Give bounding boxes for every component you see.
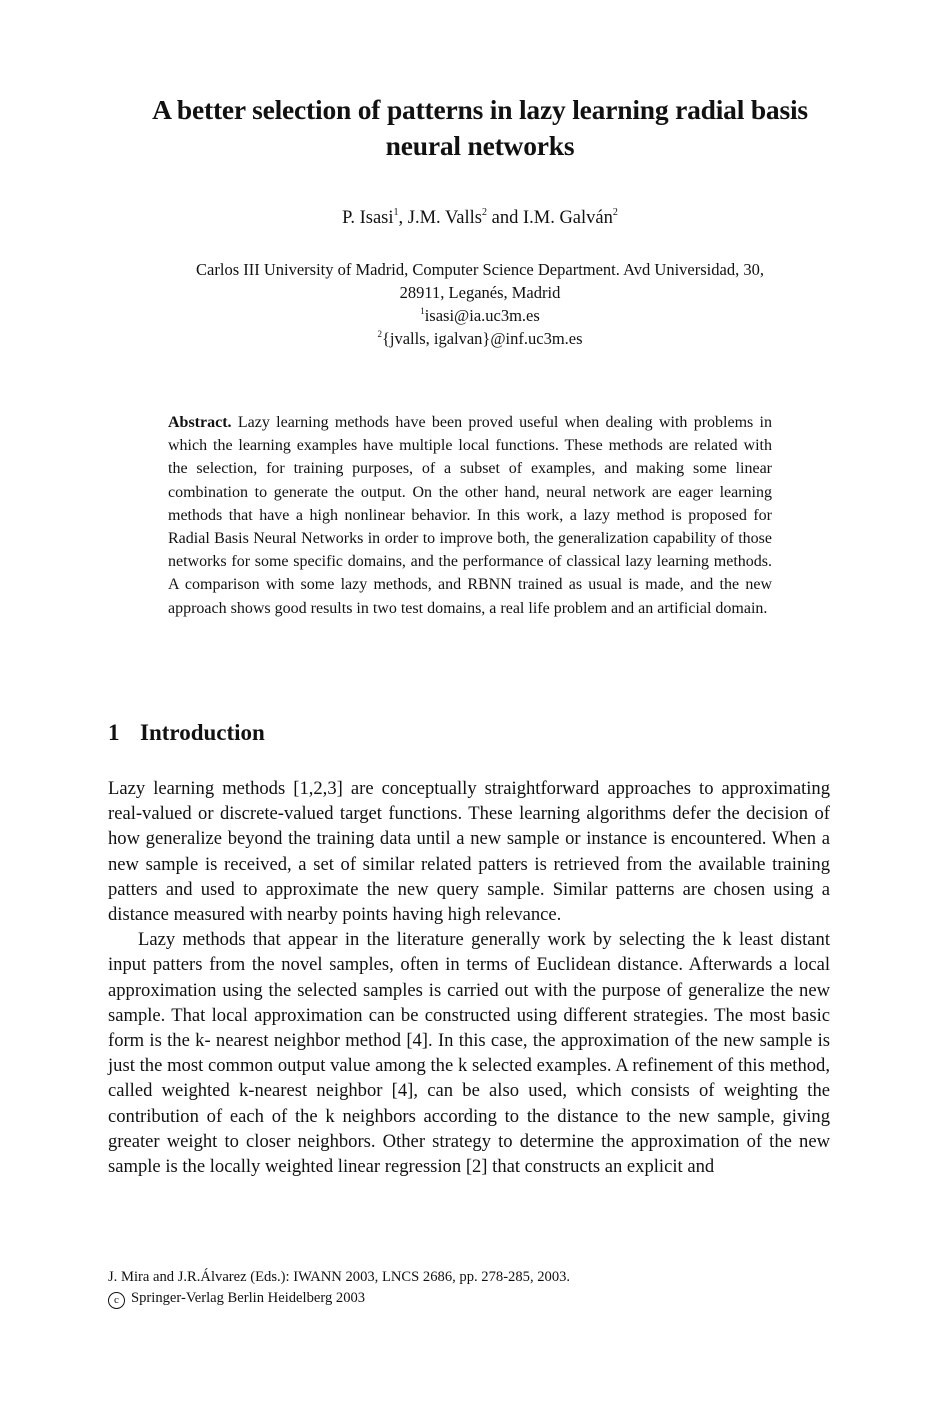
email-mark: 2 xyxy=(377,329,382,339)
author-affiliation-mark: 2 xyxy=(481,207,487,218)
author-affiliation-mark: 2 xyxy=(612,207,618,218)
affiliation-line: Carlos III University of Madrid, Computer Science Department. Avd Universidad, 30, xyxy=(196,260,764,279)
section-heading xyxy=(108,718,265,748)
author-affiliation-mark: 1 xyxy=(393,207,399,218)
author-name: I.M. Galván xyxy=(522,208,613,228)
abstract-label: Abstract. xyxy=(168,414,232,431)
email-address: {jvalls, igalvan}@inf.uc3m.es xyxy=(381,329,583,348)
affiliation-line: 28911, Leganés, Madrid xyxy=(399,283,561,302)
citation-line: J. Mira and J.R.Álvarez (Eds.): IWANN 2003, LNCS 2686, pp. 278-285, 2003. xyxy=(108,1269,571,1285)
body-text xyxy=(108,776,830,1179)
paper-title: A better selection of patterns in lazy learning radial basis neural networks xyxy=(152,94,808,161)
affiliation-block xyxy=(120,258,840,350)
author-name: P. Isasi xyxy=(342,208,394,228)
author-name: J.M. Valls xyxy=(407,208,482,228)
email-mark: 1 xyxy=(420,306,425,316)
author-separator: , xyxy=(398,208,408,228)
email-address: isasi@ia.uc3m.es xyxy=(424,306,540,325)
email-line xyxy=(120,327,840,350)
copyright-icon: c xyxy=(108,1292,125,1309)
paragraph: Lazy methods that appear in the literature generally work by selecting the k least distant input patters from the novel samples, often in terms of Euclidean distance. Afterwards a local approximation using the selected samples is carried out with the purpose of generalize the new sample. That local approximation can be constructed using different strategies. The most basic form is the k- nearest neighbor method [4]. In this case, the approximation of the new sample is just the most common output value among the k selected examples. A refinement of this method, called weighted k-nearest neighbor [4], can be also used, which consists of weighting the contribution of each of the k neighbors according to the distance to the new sample, giving greater weight to closer neighbors. Other strategy to determine the approximation of the new sample is the locally weighted linear regression [2] that constructs an explicit and xyxy=(108,929,830,1178)
copyright-line xyxy=(108,1288,830,1309)
section-title: Introduction xyxy=(140,720,265,745)
author-separator: and xyxy=(486,208,523,228)
abstract-text: Lazy learning methods have been proved useful when dealing with problems in which the learning examples have multiple local functions. These methods are related with the selection, for training purposes, of a subset of examples, and making some linear combination to generate the output. On the other hand, neural network are eager learning methods that have a high nonlinear behavior. In this work, a lazy method is proposed for Radial Basis Neural Networks in order to improve both, the generalization capability of those networks for some specific domains, and the performance of classical lazy learning methods. A comparison with some lazy methods, and RBNN trained as usual is made, and the new approach shows good results in two test domains, a real life problem and an artificial domain. xyxy=(168,414,772,617)
email-line xyxy=(120,304,840,327)
paragraph: Lazy learning methods [1,2,3] are conceptually straightforward approaches to approximating real-valued or discrete-valued target functions. These learning algorithms defer the decision of how generalize beyond the training data until a new sample or instance is encountered. When a new sample is received, a set of similar related patters is retrieved from the available training patters and used to approximate the new query sample. Similar patterns are chosen using a distance measured with nearby points having high relevance. xyxy=(108,778,830,926)
author-list xyxy=(120,205,840,231)
page-footer xyxy=(108,1267,830,1309)
copyright-text: Springer-Verlag Berlin Heidelberg 2003 xyxy=(131,1290,366,1306)
section-number: 1 xyxy=(108,720,120,745)
abstract xyxy=(168,411,772,620)
